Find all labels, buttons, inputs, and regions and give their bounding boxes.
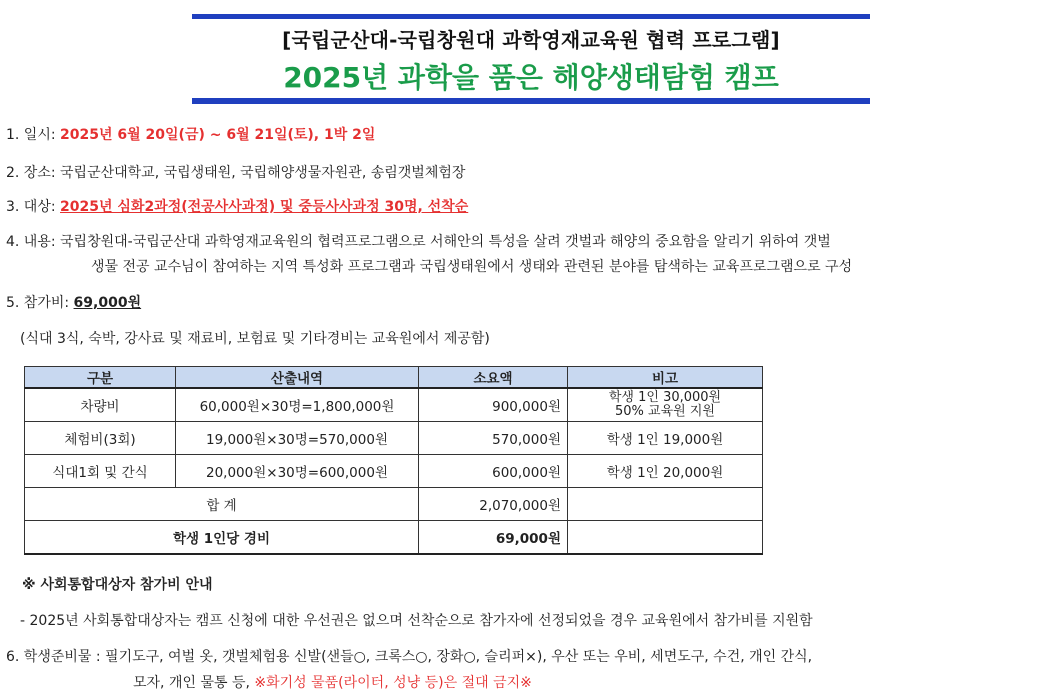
prep-line2 — [133, 672, 532, 692]
per-student-label: 학생 1인당 경비 — [25, 521, 419, 555]
cell-amount: 600,000원 — [419, 455, 568, 488]
header-calc: 산출내역 — [176, 367, 419, 389]
table-header-row — [25, 367, 763, 389]
prep-label: 6. 학생준비물 : — [6, 649, 106, 665]
cell-note: 학생 1인 20,000원 — [568, 455, 763, 488]
date-value: 2025년 6월 20일(금) ~ 6월 21일(토), 1박 2일 — [60, 127, 376, 143]
target-value: 2025년 심화2과정(전공사사과정) 및 중등사사과정 30명, 선착순 — [60, 199, 469, 215]
fee-label: 5. 참가비: — [6, 295, 74, 311]
table-row — [25, 422, 763, 455]
content-label: 4. 내용: — [6, 234, 61, 250]
note-line: 50% 교육원 지원 — [615, 404, 715, 419]
place-value: 국립군산대학교, 국립생태원, 국립해양생물자원관, 송림갯벌체험장 — [60, 165, 466, 181]
social-text: - 2025년 사회통합대상자는 캠프 신청에 대한 우선권은 없으며 선착순으로 참가자에 선정되었을 경우 교육원에서 참가비를 지원함 — [20, 613, 813, 629]
top-rule — [192, 14, 870, 19]
per-student-note — [568, 521, 763, 555]
header-category: 구분 — [25, 367, 176, 389]
item-prep — [6, 646, 812, 666]
cell-note — [568, 388, 763, 422]
header-note: 비고 — [568, 367, 763, 389]
social-heading: ※ 사회통합대상자 참가비 안내 — [22, 577, 213, 593]
cost-table — [24, 366, 763, 555]
prep-line1: 필기도구, 여벌 옷, 갯벌체험용 신발(샌들○, 크록스○, 장화○, 슬리퍼×), 우산 또는 우비, 세면도구, 수건, 개인 간식, — [105, 649, 813, 665]
cell-category: 차량비 — [25, 388, 176, 422]
place-label: 2. 장소: — [6, 165, 61, 181]
cell-amount: 570,000원 — [419, 422, 568, 455]
fee-note: (식대 3식, 숙박, 강사료 및 재료비, 보험료 및 기타경비는 교육원에서 제공함) — [20, 331, 490, 347]
bottom-rule — [192, 98, 870, 104]
table-row — [25, 388, 763, 422]
cell-category: 체험비(3회) — [25, 422, 176, 455]
total-amount: 2,070,000원 — [419, 488, 568, 521]
total-note — [568, 488, 763, 521]
item-place — [6, 162, 465, 182]
date-label: 1. 일시: — [6, 127, 61, 143]
page-subtitle: 2025년 과학을 품은 해양생태탐험 캠프 — [283, 61, 779, 94]
header-amount: 소요액 — [419, 367, 568, 389]
content-line2: 생물 전공 교수님이 참여하는 지역 특성화 프로그램과 국립생태원에서 생태와 관련된 분야를 탐색하는 교육프로그램으로 구성 — [91, 259, 853, 275]
cell-amount: 900,000원 — [419, 388, 568, 422]
target-label: 3. 대상: — [6, 199, 61, 215]
cell-note: 학생 1인 19,000원 — [568, 422, 763, 455]
note-line: 학생 1인 30,000원 — [608, 390, 722, 405]
cell-category: 식대1회 및 간식 — [25, 455, 176, 488]
page-title: [국립군산대-국립창원대 과학영재교육원 협력 프로그램] — [282, 28, 780, 52]
per-student-amount: 69,000원 — [419, 521, 568, 555]
per-student-row — [25, 521, 763, 555]
total-row — [25, 488, 763, 521]
item-date — [6, 124, 375, 144]
prep-warning: ※화기성 물품(라이터, 성냥 등)은 절대 금지※ — [254, 675, 532, 691]
item-fee — [6, 292, 141, 312]
cell-calc: 19,000원×30명=570,000원 — [176, 422, 419, 455]
cell-calc: 20,000원×30명=600,000원 — [176, 455, 419, 488]
item-target — [6, 196, 468, 216]
item-content — [6, 231, 831, 251]
content-line1: 국립창원대-국립군산대 과학영재교육원의 협력프로그램으로 서해안의 특성을 살려 갯벌과 해양의 중요함을 알리기 위하여 갯벌 — [60, 234, 831, 250]
table-row — [25, 455, 763, 488]
total-label: 합 계 — [25, 488, 419, 521]
cell-calc: 60,000원×30명=1,800,000원 — [176, 388, 419, 422]
prep-line2-text: 모자, 개인 물통 등, — [133, 675, 255, 691]
fee-value: 69,000원 — [73, 295, 142, 311]
